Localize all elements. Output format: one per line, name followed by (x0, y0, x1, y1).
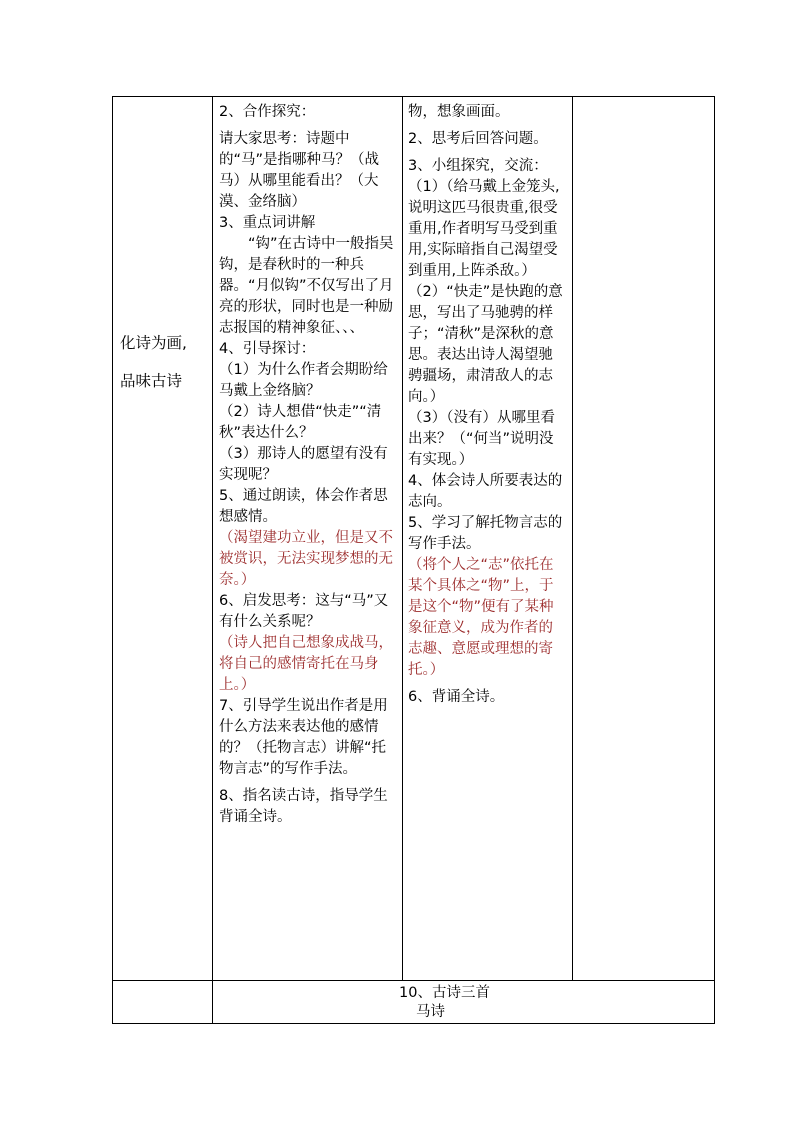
col2-paragraph: （诗人把自己想象成战马，将自己的感情寄托在马身上。） (219, 635, 393, 693)
col2-paragraph: 7、引导学生说出作者是用什么方法来表达他的感情的？（托物言志）讲解“托物言志”的写作手法。 (219, 698, 388, 777)
col2-paragraph: 5、通过朗读，体会作者思想感情。 (219, 488, 388, 525)
table-border-left (112, 96, 113, 1024)
stage-cell (120, 324, 210, 400)
column-divider-2 (402, 96, 403, 980)
col3-paragraph: （2）“快走”是快跑的意思，写出了马驰骋的样子；“清秋”是深秋的意思。表达出诗人渴望驰骋疆场，肃清敌人的志向。） (408, 284, 563, 405)
teacher-activity-cell (219, 102, 396, 828)
col3-paragraph: 2、思考后回答问题。 (408, 131, 548, 147)
col2-paragraph: 3、重点词讲解 (219, 215, 316, 231)
footer-cell (213, 984, 714, 1022)
col3-paragraph: （1）（给马戴上金笼头,说明这匹马很贵重,很受重用,作者明写马受到重用,实际暗指自己渴望受到重用,上阵杀敌。） (408, 179, 560, 279)
col2-paragraph: （3）那诗人的愿望有没有实现呢？ (219, 446, 388, 483)
student-activity-cell (408, 102, 566, 708)
lesson-title: 10、古诗三首 (399, 985, 490, 1001)
col3-paragraph: （3）（没有）从哪里看出来？（“何当”说明没有实现。） (408, 410, 555, 468)
col2-paragraph: 8、指名读古诗，指导学生背诵全诗。 (219, 788, 388, 825)
col2-paragraph: 6、启发思考：这与“马”又有什么关系呢？ (219, 593, 389, 630)
col3-paragraph: （将个人之“志”依托在某个具体之“物”上，于是这个“物”便有了某种象征意义，成为作者的志趣、意愿或理想的寄托。） (408, 557, 554, 678)
column-divider-1 (212, 96, 213, 1024)
table-border-right (714, 96, 715, 1024)
column-divider-3 (572, 96, 573, 980)
col2-paragraph: “钩”在古诗中一般指吴钩，是春秋时的一种兵器。“月似钩”不仅写出了月亮的形状，同时也是一种励志报国的精神象征、、、 (219, 236, 394, 336)
col2-paragraph: （渴望建功立业，但是又不被赏识，无法实现梦想的无奈。） (219, 530, 393, 588)
col3-paragraph: 6、背诵全诗。 (408, 689, 505, 705)
table-border-top (112, 96, 715, 97)
table-border-bottom (112, 1023, 715, 1024)
row-divider (112, 980, 715, 981)
col2-paragraph: 4、引导探讨： (219, 341, 316, 357)
col3-paragraph: 4、体会诗人所要表达的志向。 (408, 473, 563, 510)
col2-paragraph: （1）为什么作者会期盼给马戴上金络脑？ (219, 362, 388, 399)
poem-title: 马诗 (416, 1004, 445, 1020)
col2-paragraph: 2、合作探究： (219, 104, 316, 120)
lesson-table (112, 96, 715, 1024)
stage-line-2: 品味古诗 (120, 372, 183, 390)
col3-paragraph: 5、学习了解托物言志的写作手法。 (408, 515, 563, 552)
col3-paragraph: 物，想象画面。 (408, 104, 510, 120)
stage-line-1: 化诗为画, (120, 334, 187, 352)
col2-paragraph: 请大家思考：诗题中的“马”是指哪种马？（战马）从哪里能看出？（大漠、金络脑） (219, 131, 380, 210)
col3-paragraph: 3、小组探究，交流： (408, 158, 548, 174)
col2-paragraph: （2）诗人想借“快走”“清秋”表达什么？ (219, 404, 382, 441)
